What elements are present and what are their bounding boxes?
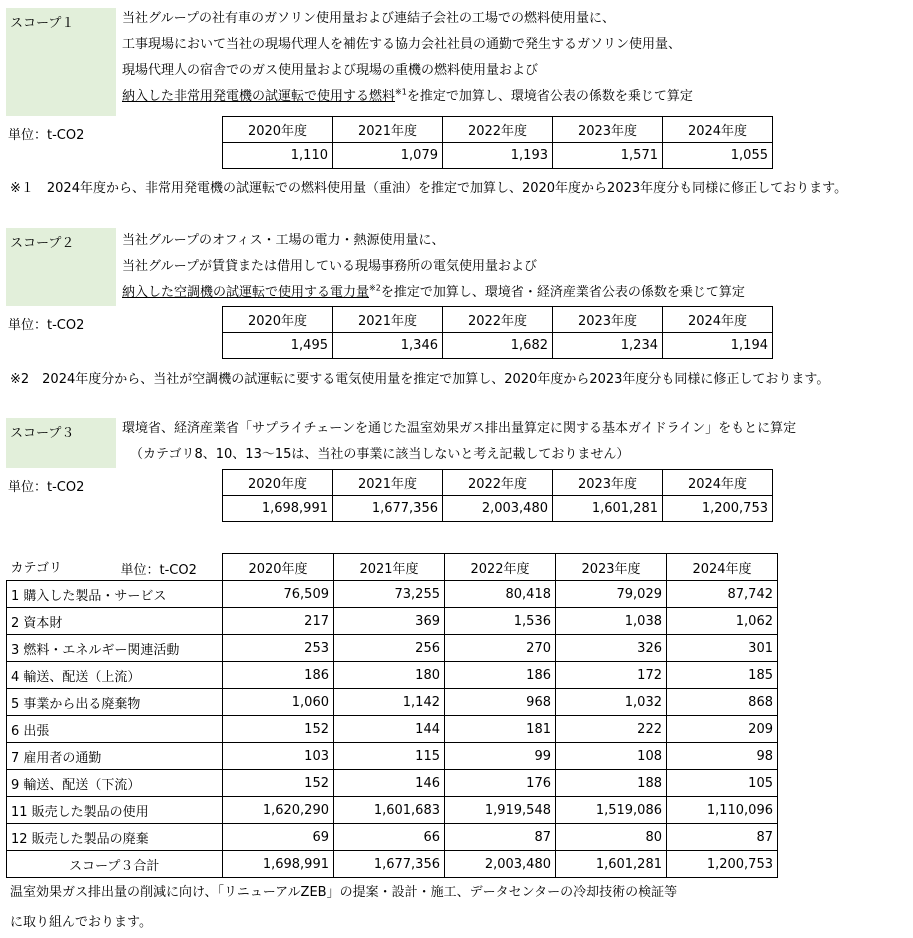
category-name: 5 事業から出る廃棄物 — [7, 689, 223, 716]
value-cell: 180 — [334, 662, 445, 689]
total-value: 1,601,281 — [556, 851, 667, 878]
scope2-desc-line: 当社グループのオフィス・工場の電力・熱源使用量に、 — [122, 233, 445, 248]
scope3-label: スコープ３ — [6, 418, 116, 468]
scope3-desc-line: 環境省、経済産業省「サプライチェーンを通じた温室効果ガス排出量算定に関する基本ガイドライン」をもとに算定 — [122, 421, 797, 436]
value-cell: 108 — [556, 743, 667, 770]
value-cell: 186 — [223, 662, 334, 689]
value-cell: 1,062 — [667, 608, 778, 635]
year-header: 2020年度 — [223, 117, 333, 143]
category-name: 12 販売した製品の廃棄 — [7, 824, 223, 851]
total-value: 1,698,991 — [223, 851, 334, 878]
scope1-desc-line: 現場代理人の宿舎でのガス使用量および現場の重機の燃料使用量および — [122, 63, 539, 78]
scope2-footnote-mark: ※2 — [369, 283, 381, 293]
year-header: 2021年度 — [334, 554, 445, 581]
value-cell: 222 — [556, 716, 667, 743]
value-cell: 1,601,281 — [553, 496, 663, 522]
value-cell: 1,346 — [333, 333, 443, 359]
category-name: 9 輸送、配送（下流） — [7, 770, 223, 797]
value-cell: 1,698,991 — [223, 496, 333, 522]
scope3-unit: 単位：t-CO2 — [8, 480, 85, 495]
category-name: 11 販売した製品の使用 — [7, 797, 223, 824]
value-cell: 968 — [445, 689, 556, 716]
value-cell: 1,601,683 — [334, 797, 445, 824]
year-header: 2021年度 — [333, 307, 443, 333]
value-cell: 209 — [667, 716, 778, 743]
value-cell: 80 — [556, 824, 667, 851]
table-row — [7, 797, 778, 824]
year-header: 2024年度 — [663, 307, 773, 333]
scope1-desc-underlined: 納入した非常用発電機の試運転で使用する燃料 — [122, 89, 396, 104]
category-header — [7, 554, 223, 581]
value-cell: 1,571 — [553, 143, 663, 169]
scope2-label: スコープ２ — [6, 228, 116, 306]
value-cell: 1,536 — [445, 608, 556, 635]
scope1-unit: 単位：t-CO2 — [8, 128, 85, 143]
year-header: 2023年度 — [556, 554, 667, 581]
total-value: 1,677,356 — [334, 851, 445, 878]
value-cell: 87,742 — [667, 581, 778, 608]
value-cell: 76,509 — [223, 581, 334, 608]
total-label: スコープ３合計 — [7, 851, 223, 878]
value-cell: 868 — [667, 689, 778, 716]
year-header: 2021年度 — [333, 117, 443, 143]
value-cell: 172 — [556, 662, 667, 689]
table-row — [7, 716, 778, 743]
category-header-unit: 単位：t-CO2 — [120, 562, 197, 578]
category-name: 7 雇用者の通勤 — [7, 743, 223, 770]
year-header: 2020年度 — [223, 470, 333, 496]
scope2-desc-line: 当社グループが賃貸または借用している現場事務所の電気使用量および — [122, 259, 537, 274]
table-row — [7, 608, 778, 635]
value-cell: 1,110,096 — [667, 797, 778, 824]
value-cell: 87 — [667, 824, 778, 851]
value-cell: 1,495 — [223, 333, 333, 359]
scope1-note: ※１ 2024年度から、非常用発電機の試運転での燃料使用量（重油）を推定で加算し、2020年度から2023年度分も同様に修正しております。 — [10, 181, 848, 196]
table-row — [7, 581, 778, 608]
value-cell: 1,519,086 — [556, 797, 667, 824]
value-cell: 87 — [445, 824, 556, 851]
table-row — [7, 662, 778, 689]
value-cell: 152 — [223, 716, 334, 743]
value-cell: 1,234 — [553, 333, 663, 359]
table-row — [7, 635, 778, 662]
scope1-footnote-mark: ※1 — [395, 87, 407, 97]
table-row — [7, 824, 778, 851]
year-header: 2022年度 — [443, 117, 553, 143]
value-cell: 1,142 — [334, 689, 445, 716]
scope2-description — [122, 228, 745, 306]
year-header: 2024年度 — [667, 554, 778, 581]
category-name: 1 購入した製品・サービス — [7, 581, 223, 608]
category-header-label: カテゴリ — [10, 561, 62, 577]
scope1-desc-line: 当社グループの社有車のガソリン使用量および連結子会社の工場での燃料使用量に、 — [122, 11, 615, 26]
value-cell: 98 — [667, 743, 778, 770]
total-value: 1,200,753 — [667, 851, 778, 878]
value-cell: 1,055 — [663, 143, 773, 169]
year-header: 2023年度 — [553, 470, 663, 496]
year-header: 2021年度 — [333, 470, 443, 496]
value-cell: 80,418 — [445, 581, 556, 608]
scope3-desc-line: （カテゴリ8、10、13～15は、当社の事業に該当しないと考え記載しておりません） — [130, 447, 630, 462]
scope3-description — [122, 416, 796, 468]
value-cell: 144 — [334, 716, 445, 743]
value-cell: 1,919,548 — [445, 797, 556, 824]
scope3-table — [222, 469, 773, 522]
year-header: 2023年度 — [553, 307, 663, 333]
value-cell: 66 — [334, 824, 445, 851]
value-cell: 152 — [223, 770, 334, 797]
value-cell: 146 — [334, 770, 445, 797]
value-cell: 253 — [223, 635, 334, 662]
value-cell: 1,038 — [556, 608, 667, 635]
value-cell: 103 — [223, 743, 334, 770]
value-cell: 1,193 — [443, 143, 553, 169]
value-cell: 1,677,356 — [333, 496, 443, 522]
value-cell: 73,255 — [334, 581, 445, 608]
value-cell: 1,682 — [443, 333, 553, 359]
value-cell: 326 — [556, 635, 667, 662]
year-header: 2022年度 — [443, 470, 553, 496]
scope2-desc-underlined: 納入した空調機の試運転で使用する電力量 — [122, 285, 370, 300]
year-header: 2022年度 — [443, 307, 553, 333]
scope2-desc-rest: を推定で加算し、環境省・経済産業省公表の係数を乗じて算定 — [380, 285, 745, 300]
value-cell: 301 — [667, 635, 778, 662]
value-cell: 1,079 — [333, 143, 443, 169]
scope2-desc-line — [122, 280, 745, 306]
year-header: 2023年度 — [553, 117, 663, 143]
table-row — [7, 743, 778, 770]
scope1-label: スコープ１ — [6, 8, 116, 116]
value-cell: 69 — [223, 824, 334, 851]
year-header: 2024年度 — [663, 470, 773, 496]
scope2-table — [222, 306, 773, 359]
value-cell: 115 — [334, 743, 445, 770]
value-cell: 217 — [223, 608, 334, 635]
value-cell: 1,194 — [663, 333, 773, 359]
value-cell: 2,003,480 — [443, 496, 553, 522]
value-cell: 1,200,753 — [663, 496, 773, 522]
value-cell: 188 — [556, 770, 667, 797]
value-cell: 1,060 — [223, 689, 334, 716]
scope1-table — [222, 116, 773, 169]
table-row — [7, 770, 778, 797]
value-cell: 181 — [445, 716, 556, 743]
year-header: 2022年度 — [445, 554, 556, 581]
category-name: 4 輸送、配送（上流） — [7, 662, 223, 689]
scope2-note: ※2 2024年度分から、当社が空調機の試運転に要する電気使用量を推定で加算し、2020年度から2023年度分も同様に修正しております。 — [10, 372, 830, 387]
year-header: 2024年度 — [663, 117, 773, 143]
value-cell: 256 — [334, 635, 445, 662]
table-row — [7, 689, 778, 716]
category-name: 6 出張 — [7, 716, 223, 743]
value-cell: 1,110 — [223, 143, 333, 169]
scope3-category-table — [6, 553, 778, 878]
value-cell: 369 — [334, 608, 445, 635]
scope2-unit: 単位：t-CO2 — [8, 318, 85, 333]
footer-line: 温室効果ガス排出量の削減に向け、「リニューアルZEB」の提案・設計・施工、データセンターの冷却技術の検証等 — [10, 885, 678, 900]
value-cell: 105 — [667, 770, 778, 797]
year-header: 2020年度 — [223, 554, 334, 581]
category-name: 3 燃料・エネルギー関連活動 — [7, 635, 223, 662]
year-header: 2020年度 — [223, 307, 333, 333]
scope1-desc-line — [122, 84, 693, 110]
scope1-desc-rest: を推定で加算し、環境省公表の係数を乗じて算定 — [406, 89, 693, 104]
value-cell: 79,029 — [556, 581, 667, 608]
footer-line: に取り組んでおります。 — [10, 915, 152, 930]
category-name: 2 資本財 — [7, 608, 223, 635]
value-cell: 270 — [445, 635, 556, 662]
value-cell: 99 — [445, 743, 556, 770]
value-cell: 185 — [667, 662, 778, 689]
scope1-description — [122, 6, 693, 110]
value-cell: 186 — [445, 662, 556, 689]
value-cell: 176 — [445, 770, 556, 797]
value-cell: 1,620,290 — [223, 797, 334, 824]
total-value: 2,003,480 — [445, 851, 556, 878]
value-cell: 1,032 — [556, 689, 667, 716]
scope1-desc-line: 工事現場において当社の現場代理人を補佐する協力会社社員の通勤で発生するガソリン使用量、 — [122, 37, 682, 52]
footer-text — [10, 878, 677, 938]
